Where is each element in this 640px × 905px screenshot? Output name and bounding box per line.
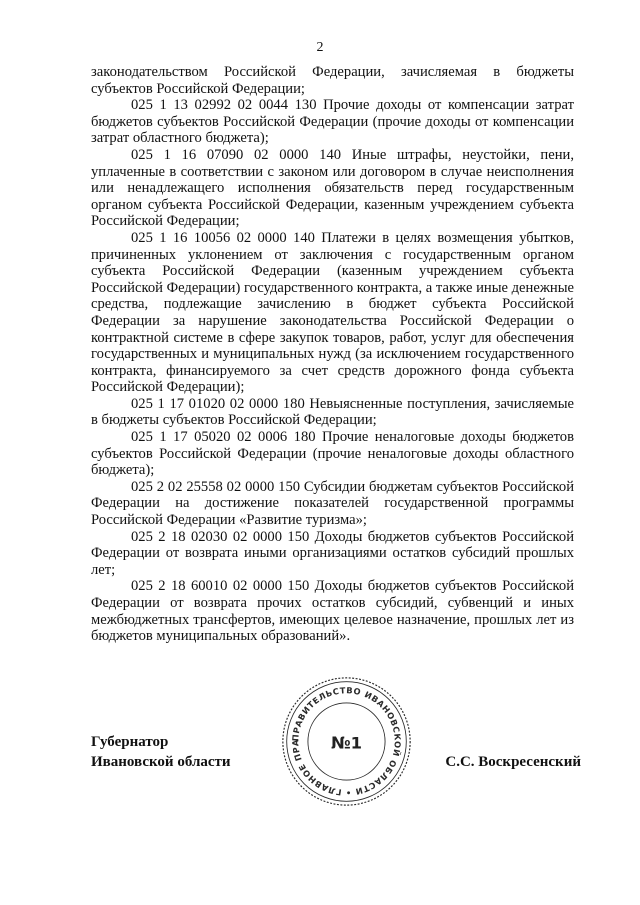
signatory-title-line: Ивановской области [91,754,231,770]
paragraph: 025 1 13 02992 02 0044 130 Прочие доходы от компенсации затрат бюджетов субъектов Российской Федерации (прочие доходы от компенсации затрат областного бюджета); [91,97,574,147]
paragraph: 025 2 18 60010 02 0000 150 Доходы бюджетов субъектов Российской Федерации от возврата прочих остатков субсидий, субвенций и иных межбюджетных трансфертов, имеющих целевое назначение, прошлых лет из бюджетов муниципальных образований». [91,578,574,645]
paragraph: 025 1 17 05020 02 0006 180 Прочие неналоговые доходы бюджетов субъектов Российской Федерации (прочие неналоговые доходы областного бюджета); [91,429,574,479]
seal-ring-text: ПРАВИТЕЛЬСТВО ИВАНОВСКОЙ ОБЛАСТИ • ГЛАВНОЕ ПРА [290,685,403,798]
seal-number: №1 [330,733,363,753]
paragraph: 025 1 16 10056 02 0000 140 Платежи в целях возмещения убытков, причиненных уклонением от заключения с государственным органом субъекта Российской Федерации (казенным учреждением субъекта Российской Федерации) государственного контракта, а также иные денежные средства, подлежащие зачислению в бюджет субъекта Российской Федерации за нарушение законодательства Российской Федерации о контрактной системе в сфере закупок товаров, работ, услуг для обеспечения государственных и муниципальных нужд (за исключением государственного контракта, финансируемого за счет средств дорожного фонда субъекта Российской Федерации); [91,229,574,396]
paragraph: 025 2 18 02030 02 0000 150 Доходы бюджетов субъектов Российской Федерации от возврата иными организациями остатков субсидий прошлых лет; [91,528,574,578]
signatory-title [91,732,231,772]
signatory-title-line: Губернатор [91,734,169,750]
page-number: 2 [316,40,324,55]
seal-graphic [279,674,414,809]
official-seal [279,674,414,809]
paragraph: 025 1 16 07090 02 0000 140 Иные штрафы, неустойки, пени, уплаченные в соответствии с законом или договором в случае неисполнения или ненадлежащего исполнения обязательств перед государственным органом субъекта Российской Федерации, казенным учреждением субъекта Российской Федерации; [91,146,574,230]
paragraph: 025 1 17 01020 02 0000 180 Невыясненные поступления, зачисляемые в бюджеты субъектов Российской Федерации; [91,395,574,429]
paragraph: 025 2 02 25558 02 0000 150 Субсидии бюджетам субъектов Российской Федерации на достижение показателей государственной программы Российской Федерации «Развитие туризма»; [91,478,574,529]
signatory-name: С.С. Воскресенский [445,754,581,770]
paragraph: законодательством Российской Федерации, зачисляемая в бюджеты субъектов Российской Федерации; [91,64,574,97]
document-body [91,64,574,645]
signature-block [91,685,581,844]
